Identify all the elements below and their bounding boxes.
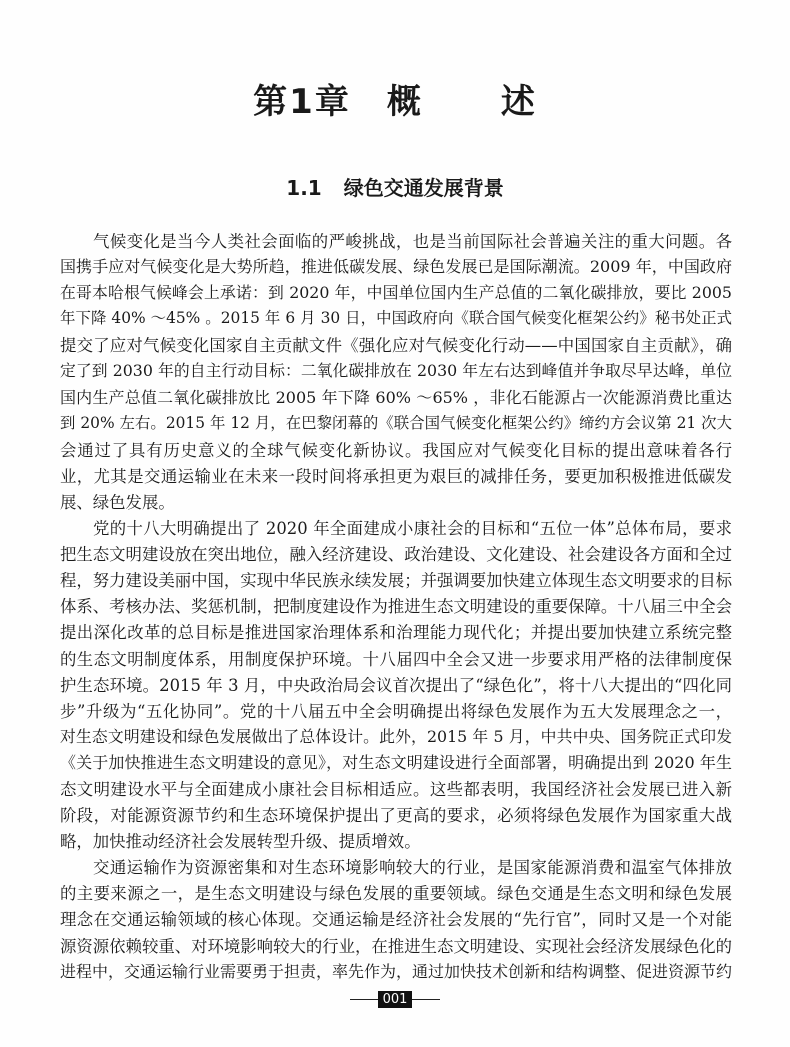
text-line: 提出深化改革的总目标是推进国家治理体系和治理能力现代化；并提出要加快建立系统完整 bbox=[60, 623, 732, 643]
text-line: 体系、考核办法、奖惩机制，把制度建设作为推进生态文明建设的重要保障。十八届三中全会 bbox=[60, 597, 733, 617]
footer-rule-left bbox=[350, 999, 378, 1001]
section-number: 1.1 bbox=[286, 176, 322, 200]
text-line: 会通过了具有历史意义的全球气候变化新协议。我国应对气候变化目标的提出意味着各行 bbox=[60, 440, 732, 460]
text-line: 党的十八大明确提出了 2020 年全面建成小康社会的目标和“五位一体”总体布局，要求 bbox=[93, 519, 732, 539]
text-line: 定了到 2030 年的自主行动目标：二氧化碳排放在 2030 年左右达到峰值并争取尽早达峰，单位 bbox=[60, 361, 732, 381]
paragraph bbox=[60, 854, 732, 984]
body-text bbox=[60, 228, 732, 985]
text-line: 态文明建设水平与全面建成小康社会目标相适应。这些都表明，我国经济社会发展已进入新 bbox=[60, 779, 732, 799]
text-line: 展、绿色发展。 bbox=[60, 492, 175, 512]
paragraph bbox=[60, 228, 732, 515]
text-line: 的主要来源之一，是生态文明建设与绿色发展的重要领域。绿色交通是生态文明和绿色发展 bbox=[60, 884, 732, 904]
section-title: 绿色交通发展背景 bbox=[343, 176, 504, 200]
section-heading bbox=[0, 172, 790, 201]
text-line: 提交了应对气候变化国家自主贡献文件《强化应对气候变化行动——中国国家自主贡献》，确 bbox=[60, 336, 732, 356]
text-line: 国内生产总值二氧化碳排放比 2005 年下降 60% ～65% ，非化石能源占一次能源消费比重达 bbox=[60, 387, 732, 407]
text-line: 年下降 40% ～45% 。2015 年 6 月 30 日，中国政府向《联合国气候变化框架公约》秘书处正式 bbox=[60, 309, 732, 328]
text-line: 源资源依赖较重、对环境影响较大的行业，在推进生态文明建设、实现社会经济发展绿色化的 bbox=[60, 936, 733, 956]
text-line: 程，努力建设美丽中国，实现中华民族永续发展；并强调要加快建立体现生态文明要求的目标 bbox=[60, 571, 733, 591]
text-line: 理念在交通运输领域的核心体现。交通运输是经济社会发展的“先行官”，同时又是一个对能 bbox=[60, 910, 732, 930]
text-line: 把生态文明建设放在突出地位，融入经济建设、政治建设、文化建设、社会建设各方面和全过 bbox=[60, 545, 733, 565]
paragraph bbox=[60, 515, 732, 854]
text-line: 气候变化是当今人类社会面临的严峻挑战，也是当前国际社会普遍关注的重大问题。各 bbox=[93, 232, 732, 251]
page-number: 001 bbox=[378, 991, 413, 1008]
text-line: 在哥本哈根气候峰会上承诺：到 2020 年，中国单位国内生产总值的二氧化碳排放，要比 2005 bbox=[60, 283, 732, 303]
text-line: 《关于加快推进生态文明建设的意见》，对生态文明建设进行全面部署，明确提出到 2020 年生 bbox=[60, 752, 732, 772]
chapter-title bbox=[0, 74, 790, 123]
chapter-title-char-2: 述 bbox=[500, 82, 537, 122]
text-line: 国携手应对气候变化是大势所趋，推进低碳发展、绿色发展已是国际潮流。2009 年，中国政府 bbox=[60, 257, 732, 277]
text-line: 进程中，交通运输行业需要勇于担责，率先作为，通过加快技术创新和结构调整、促进资源节约 bbox=[60, 961, 733, 981]
text-line: 交通运输作为资源密集和对生态环境影响较大的行业，是国家能源消费和温室气体排放 bbox=[93, 858, 732, 878]
text-line: 阶段，对能源资源节约和生态环境保护提出了更高的要求，必须将绿色发展作为国家重大战 bbox=[60, 806, 732, 826]
text-line: 到 20% 左右。2015 年 12 月，在巴黎闭幕的《联合国气候变化框架公约》缔约方会议第 21 次大 bbox=[60, 413, 732, 432]
text-line: 步”升级为“五化协同”。党的十八届五中全会明确提出将绿色发展作为五大发展理念之一， bbox=[60, 701, 732, 721]
text-line: 业，尤其是交通运输业在未来一段时间将承担更为艰巨的减排任务，要更加积极推进低碳发 bbox=[60, 466, 732, 486]
text-line: 护生态环境。2015 年 3 月，中央政治局会议首次提出了“绿色化”，将十八大提出的“四化同 bbox=[60, 675, 732, 695]
chapter-title-char-1: 概 bbox=[386, 82, 423, 122]
page-footer bbox=[0, 985, 790, 1008]
text-line: 略，加快推动经济社会发展转型升级、提质增效。 bbox=[60, 832, 421, 852]
text-line: 对生态文明建设和绿色发展做出了总体设计。此外，2015 年 5 月，中共中央、国务院正式印发 bbox=[60, 726, 732, 746]
chapter-number: 第1章 bbox=[253, 82, 351, 122]
text-line: 的生态文明制度体系，用制度保护环境。十八届四中全会又进一步要求用严格的法律制度保 bbox=[60, 649, 732, 669]
footer-rule-right bbox=[412, 999, 440, 1001]
